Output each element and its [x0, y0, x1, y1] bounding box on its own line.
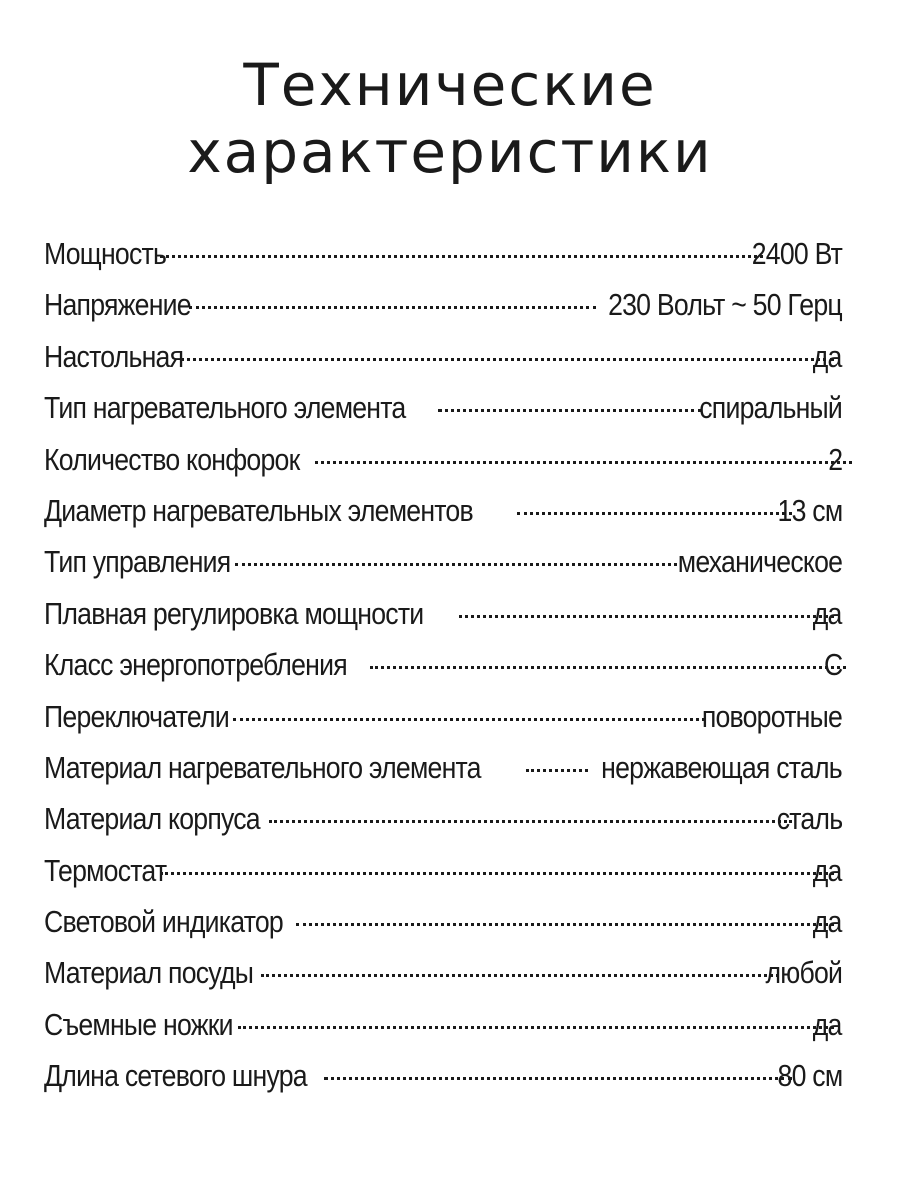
spec-value: да	[813, 904, 842, 940]
spec-row-element-diameter	[44, 493, 842, 544]
spec-label: Класс энергопотребления	[44, 647, 347, 683]
spec-value: 2	[827, 441, 842, 477]
dot-leader	[180, 358, 834, 361]
spec-value: нержавеющая сталь	[601, 749, 842, 785]
spec-row-cookware-material	[44, 955, 842, 1006]
spec-row-heating-element-type	[44, 390, 842, 441]
spec-label: Материал посуды	[44, 955, 254, 991]
spec-row-voltage	[44, 287, 842, 338]
page-title-line-1: Технические	[243, 51, 657, 119]
spec-row-indicator-light	[44, 904, 842, 955]
dot-leader	[315, 461, 851, 464]
spec-row-removable-feet	[44, 1007, 842, 1058]
spec-value: спиральный	[699, 390, 842, 426]
spec-value: сталь	[776, 801, 842, 837]
spec-label: Мощность	[44, 236, 167, 271]
page-title-line-2: характеристики	[187, 118, 713, 186]
spec-row-heating-element-material	[44, 750, 842, 801]
dot-leader	[438, 409, 701, 412]
dot-leader	[160, 255, 763, 258]
spec-row-burner-count	[44, 442, 842, 493]
spec-value: да	[813, 595, 842, 631]
spec-row-cord-length	[44, 1058, 842, 1109]
spec-value: 13 см	[777, 492, 842, 528]
dot-leader	[269, 820, 791, 823]
spec-value: да	[813, 338, 842, 374]
spec-row-thermostat	[44, 853, 842, 904]
spec-value: 230 Вольт ~ 50 Герц	[608, 287, 842, 323]
spec-value: любой	[765, 955, 842, 991]
spec-row-energy-class	[44, 647, 842, 698]
spec-label: Количество конфорок	[44, 441, 300, 477]
dot-leader	[370, 666, 846, 669]
page-title	[0, 52, 900, 186]
spec-row-smooth-power-adjustment	[44, 596, 842, 647]
spec-value: 80 см	[777, 1058, 842, 1094]
spec-list	[44, 236, 842, 1110]
dot-leader	[261, 974, 778, 977]
spec-label: Переключатели	[44, 698, 229, 734]
spec-label: Напряжение	[44, 287, 191, 323]
spec-label: Термостат	[44, 852, 167, 888]
spec-row-power	[44, 236, 842, 287]
spec-label: Диаметр нагревательных элементов	[44, 492, 473, 528]
spec-value: поворотные	[701, 698, 842, 734]
spec-label: Тип управления	[44, 544, 231, 580]
spec-label: Материал нагревательного элемента	[44, 749, 481, 785]
spec-row-tabletop	[44, 339, 842, 390]
dot-leader	[459, 615, 834, 618]
spec-label: Световой индикатор	[44, 904, 283, 940]
spec-value: С	[823, 647, 842, 683]
dot-leader	[189, 306, 596, 309]
spec-label: Длина сетевого шнура	[44, 1058, 307, 1094]
dot-leader	[296, 923, 834, 926]
spec-row-control-type	[44, 544, 842, 595]
spec-label: Съемные ножки	[44, 1006, 233, 1042]
dot-leader	[526, 769, 588, 772]
spec-value: 2400 Вт	[751, 236, 842, 271]
spec-label: Материал корпуса	[44, 801, 260, 837]
spec-value: да	[813, 1006, 842, 1042]
spec-value: механическое	[677, 544, 842, 580]
spec-label: Настольная	[44, 338, 184, 374]
spec-label: Плавная регулировка мощности	[44, 595, 424, 631]
dot-leader	[238, 1026, 835, 1029]
spec-value: да	[813, 852, 842, 888]
spec-row-body-material	[44, 801, 842, 852]
dot-leader	[233, 718, 705, 721]
dot-leader	[235, 563, 677, 566]
spec-row-switches	[44, 699, 842, 750]
spec-label: Тип нагревательного элемента	[44, 390, 406, 426]
dot-leader	[517, 512, 793, 515]
dot-leader	[324, 1077, 793, 1080]
dot-leader	[160, 872, 834, 875]
